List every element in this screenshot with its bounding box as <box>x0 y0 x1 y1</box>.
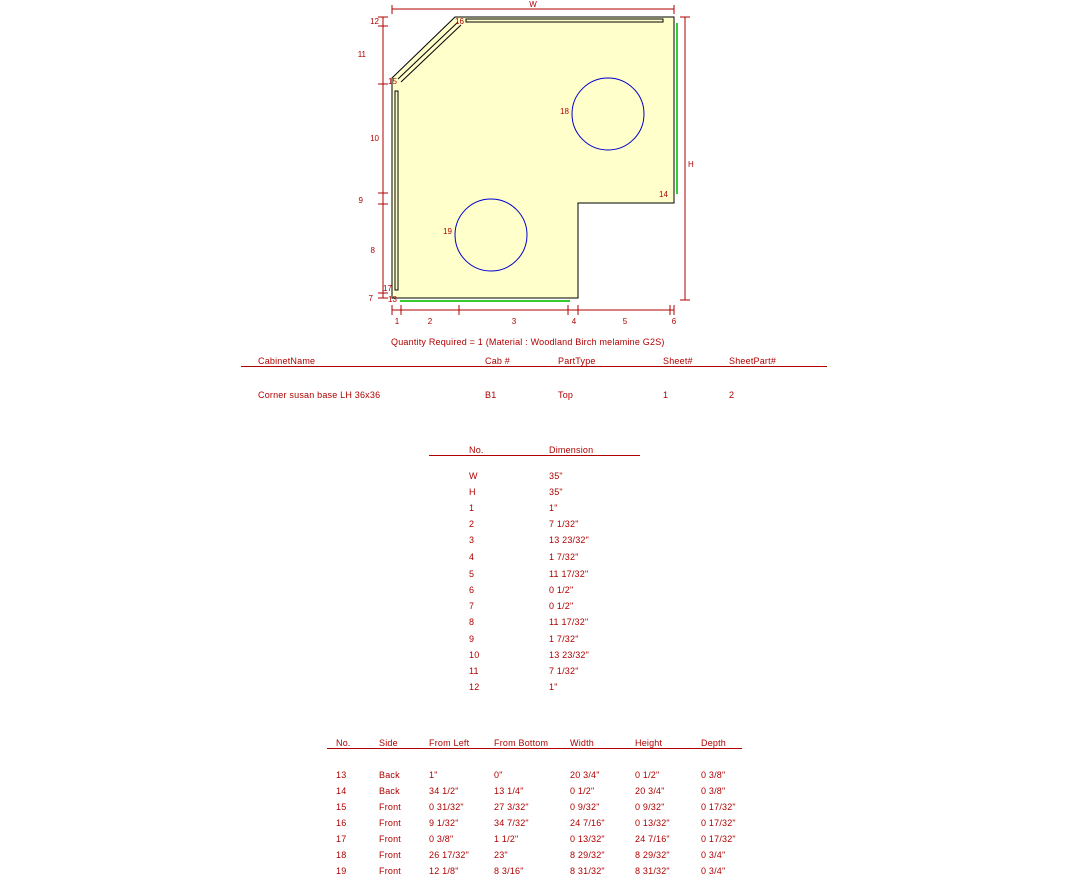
dim-label-9: 9 <box>358 196 363 205</box>
cell-op-no: 14 <box>336 786 347 796</box>
cell-from-left: 1" <box>429 770 438 780</box>
dim-label-12: 12 <box>370 17 379 26</box>
col-header-depth: Depth <box>701 738 727 748</box>
cell-from-left: 9 1/32" <box>429 818 459 828</box>
cell-depth: 0 3/8" <box>701 770 726 780</box>
cell-side: Back <box>379 786 400 796</box>
cell-no: 1 <box>469 503 475 513</box>
cell-depth: 0 3/4" <box>701 850 726 860</box>
dim-label-w: W <box>529 0 537 9</box>
cell-height: 0 13/32" <box>635 818 670 828</box>
cell-cab-number: B1 <box>485 390 497 400</box>
cell-cabinet-name: Corner susan base LH 36x36 <box>258 390 381 400</box>
cell-height: 8 31/32" <box>635 866 670 876</box>
cell-no: 2 <box>469 519 475 529</box>
op-label-14: 14 <box>659 190 668 199</box>
cell-height: 0 1/2" <box>635 770 660 780</box>
cell-height: 20 3/4" <box>635 786 665 796</box>
cell-no: 10 <box>469 650 480 660</box>
cell-dimension: 1 7/32" <box>549 552 579 562</box>
cell-dimension: 1 7/32" <box>549 634 579 644</box>
cell-no: 5 <box>469 569 475 579</box>
cell-depth: 0 3/8" <box>701 786 726 796</box>
cell-dimension: 11 17/32" <box>549 617 589 627</box>
cell-op-no: 13 <box>336 770 347 780</box>
cell-no: 8 <box>469 617 475 627</box>
col-header-width: Width <box>570 738 595 748</box>
cell-from-bottom: 23" <box>494 850 508 860</box>
cell-no: 7 <box>469 601 475 611</box>
top-panel-outline <box>392 17 674 298</box>
cell-dimension: 13 23/32" <box>549 650 590 660</box>
col-header-dimension: Dimension <box>549 445 594 455</box>
cell-op-no: 15 <box>336 802 347 812</box>
dim-label-11: 11 <box>357 50 366 59</box>
operations-table-rule <box>327 748 742 749</box>
cell-no: 12 <box>469 682 480 692</box>
cell-width: 20 3/4" <box>570 770 600 780</box>
cell-depth: 0 17/32" <box>701 818 736 828</box>
col-header-from-bottom: From Bottom <box>494 738 549 748</box>
cell-dimension: 35" <box>549 487 563 497</box>
cell-width: 8 31/32" <box>570 866 605 876</box>
cell-width: 0 9/32" <box>570 802 600 812</box>
cell-no: 9 <box>469 634 475 644</box>
col-header-cabinet-name: CabinetName <box>258 356 316 366</box>
cell-from-left: 26 17/32" <box>429 850 470 860</box>
dimension-table-rule <box>429 455 640 456</box>
op-label-18: 18 <box>560 107 569 116</box>
cell-dimension: 7 1/32" <box>549 519 579 529</box>
dim-label-2: 2 <box>427 317 433 326</box>
cell-from-bottom: 1 1/2" <box>494 834 519 844</box>
cell-width: 0 1/2" <box>570 786 595 796</box>
dim-label-5: 5 <box>622 317 628 326</box>
col-header-sheet-part: SheetPart# <box>729 356 777 366</box>
cabinet-table-rule <box>241 366 827 367</box>
cell-from-bottom: 27 3/32" <box>494 802 529 812</box>
dim-label-3: 3 <box>511 317 517 326</box>
col-header-sheet: Sheet# <box>663 356 693 366</box>
cell-dimension: 13 23/32" <box>549 535 590 545</box>
cell-width: 8 29/32" <box>570 850 605 860</box>
op-label-17: 17 <box>383 284 392 293</box>
cell-no: 3 <box>469 535 475 545</box>
cell-no: 11 <box>469 666 479 676</box>
col-header-from-left: From Left <box>429 738 470 748</box>
dim-label-10: 10 <box>370 134 379 143</box>
cell-from-left: 34 1/2" <box>429 786 459 796</box>
cell-height: 8 29/32" <box>635 850 670 860</box>
cell-no: W <box>469 471 478 481</box>
cell-op-no: 16 <box>336 818 347 828</box>
cell-depth: 0 17/32" <box>701 834 736 844</box>
cell-from-bottom: 34 7/32" <box>494 818 529 828</box>
cell-part-type: Top <box>558 390 574 400</box>
op-label-19: 19 <box>443 227 452 236</box>
dim-label-7: 7 <box>368 294 373 303</box>
cell-sheet-part: 2 <box>729 390 735 400</box>
op-label-13: 13 <box>388 295 397 304</box>
cell-side: Front <box>379 866 402 876</box>
dim-label-h: H <box>688 160 694 169</box>
cell-height: 24 7/16" <box>635 834 670 844</box>
cell-op-no: 19 <box>336 866 347 876</box>
cell-dimension: 1" <box>549 682 558 692</box>
cell-dimension: 0 1/2" <box>549 585 574 595</box>
cell-dimension: 35" <box>549 471 563 481</box>
cell-from-left: 0 31/32" <box>429 802 464 812</box>
cell-width: 24 7/16" <box>570 818 605 828</box>
cell-no: 6 <box>469 585 475 595</box>
op-label-16: 16 <box>455 17 464 26</box>
op-label-15: 15 <box>388 77 397 86</box>
cell-dimension: 0 1/2" <box>549 601 574 611</box>
cell-from-bottom: 13 1/4" <box>494 786 524 796</box>
cell-side: Front <box>379 802 402 812</box>
cell-from-left: 12 1/8" <box>429 866 459 876</box>
cell-side: Front <box>379 834 402 844</box>
dim-label-4: 4 <box>571 317 577 326</box>
cell-from-bottom: 0" <box>494 770 503 780</box>
col-header-side: Side <box>379 738 398 748</box>
cell-from-bottom: 8 3/16" <box>494 866 524 876</box>
col-header-part-type: PartType <box>558 356 596 366</box>
cell-height: 0 9/32" <box>635 802 665 812</box>
cell-op-no: 17 <box>336 834 347 844</box>
cell-no: 4 <box>469 552 475 562</box>
cell-dimension: 7 1/32" <box>549 666 579 676</box>
cell-side: Front <box>379 818 402 828</box>
col-header-no: No. <box>469 445 484 455</box>
cell-side: Front <box>379 850 402 860</box>
cell-width: 0 13/32" <box>570 834 605 844</box>
cell-sheet: 1 <box>663 390 669 400</box>
cell-op-no: 18 <box>336 850 347 860</box>
cell-depth: 0 3/4" <box>701 866 726 876</box>
cell-depth: 0 17/32" <box>701 802 736 812</box>
col-header-cab-number: Cab # <box>485 356 511 366</box>
cell-dimension: 11 17/32" <box>549 569 589 579</box>
dim-label-8: 8 <box>370 246 375 255</box>
col-header-op-no: No. <box>336 738 351 748</box>
col-header-height: Height <box>635 738 663 748</box>
part-drawing <box>350 0 720 330</box>
quantity-line: Quantity Required = 1 (Material : Woodland Birch melamine G2S) <box>391 337 665 347</box>
cell-side: Back <box>379 770 400 780</box>
dim-label-1: 1 <box>394 317 400 326</box>
cell-from-left: 0 3/8" <box>429 834 454 844</box>
cell-dimension: 1" <box>549 503 558 513</box>
dim-label-6: 6 <box>671 317 677 326</box>
cell-no: H <box>469 487 476 497</box>
